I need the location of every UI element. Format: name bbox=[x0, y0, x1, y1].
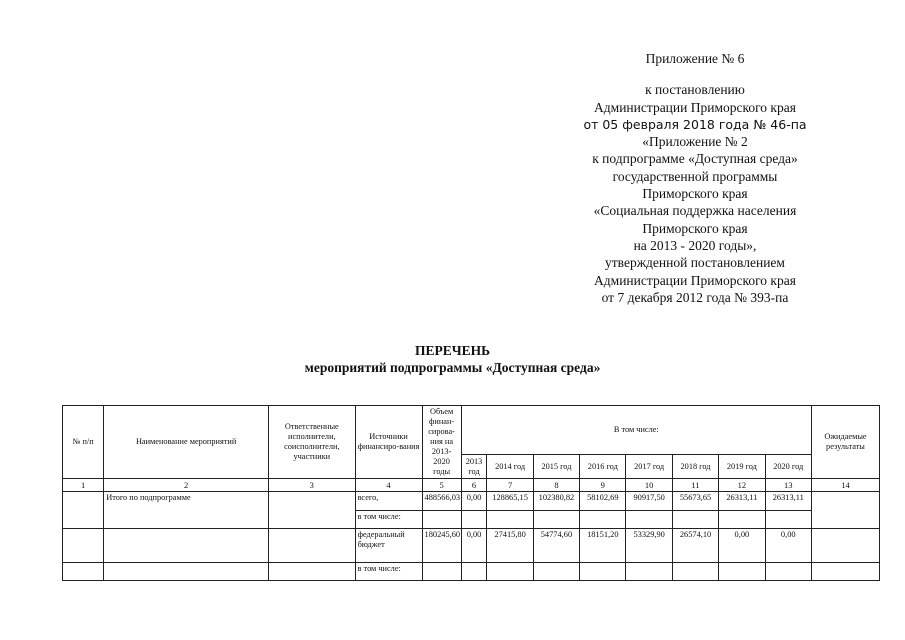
title-line: ПЕРЕЧЕНЬ bbox=[414, 343, 491, 358]
col-number: 1 bbox=[63, 479, 104, 492]
header-year: 2020 год bbox=[765, 455, 811, 479]
appendix-line: утвержденной постановлением bbox=[605, 255, 785, 271]
row-year-value: 58102,69 bbox=[580, 492, 626, 511]
row-year-value: 0,00 bbox=[461, 529, 487, 563]
document-title bbox=[0, 342, 905, 376]
appendix-line: от 7 декабря 2012 года № 393-па bbox=[601, 289, 789, 305]
row-source: в том числе: bbox=[355, 511, 422, 529]
col-number: 10 bbox=[626, 479, 672, 492]
col-number: 9 bbox=[580, 479, 626, 492]
col-number: 11 bbox=[672, 479, 718, 492]
appendix-line: Приложение № 6 bbox=[645, 51, 745, 66]
row-num bbox=[63, 492, 104, 529]
col-number: 13 bbox=[765, 479, 811, 492]
header-name: Наименование мероприятий bbox=[104, 406, 269, 479]
header-including: В том числе: bbox=[461, 406, 811, 455]
appendix-decree-date: от 05 февраля 2018 года № 46-па bbox=[583, 116, 807, 132]
header-volume: Объем финан-сирова-ния на 2013-2020 годы bbox=[422, 406, 461, 479]
appendix-line: Приморского края bbox=[642, 220, 748, 236]
row-year-value: 26313,11 bbox=[719, 492, 765, 511]
appendix-line: Администрации Приморского края bbox=[594, 272, 796, 288]
row-responsible bbox=[269, 529, 356, 563]
header-year: 2019 год bbox=[719, 455, 765, 479]
appendix-line: «Социальная поддержка населения bbox=[593, 203, 797, 219]
col-number: 14 bbox=[811, 479, 879, 492]
header-year: 2016 год bbox=[580, 455, 626, 479]
row-year-value: 53329,90 bbox=[626, 529, 672, 563]
table-row-total bbox=[63, 492, 880, 511]
appendix-line: Администрации Приморского края bbox=[594, 99, 796, 115]
header-year: 2015 год bbox=[533, 455, 579, 479]
header-responsible: Ответственные исполнители, соисполнители, участники bbox=[269, 406, 356, 479]
row-name: Итого по подпрограмме bbox=[104, 492, 269, 529]
col-number: 4 bbox=[355, 479, 422, 492]
row-volume: 488566,03 bbox=[422, 492, 461, 511]
col-number: 7 bbox=[487, 479, 533, 492]
header-year: 2013 год bbox=[461, 455, 487, 479]
row-year-value: 26313,11 bbox=[765, 492, 811, 511]
row-year-value: 102380,82 bbox=[533, 492, 579, 511]
row-year-value: 55673,65 bbox=[672, 492, 718, 511]
table-row-subheader bbox=[63, 563, 880, 581]
header-results: Ожидаемые результаты bbox=[811, 406, 879, 479]
row-year-value: 26574,10 bbox=[672, 529, 718, 563]
header-row bbox=[63, 406, 880, 455]
table-row-federal bbox=[63, 529, 880, 563]
row-year-value: 18151,20 bbox=[580, 529, 626, 563]
row-year-value: 0,00 bbox=[719, 529, 765, 563]
row-source: в том числе: bbox=[355, 563, 422, 581]
row-year-value: 90917,50 bbox=[626, 492, 672, 511]
row-volume: 180245,60 bbox=[422, 529, 461, 563]
col-number: 12 bbox=[719, 479, 765, 492]
appendix-header bbox=[560, 50, 830, 306]
header-year: 2017 год bbox=[626, 455, 672, 479]
appendix-line: на 2013 - 2020 годы», bbox=[633, 237, 757, 253]
appendix-line: к постановлению bbox=[645, 82, 745, 98]
page-bottom-margin bbox=[0, 596, 905, 640]
appendix-line: Приморского края bbox=[642, 186, 748, 202]
header-num: № п/п bbox=[63, 406, 104, 479]
row-num bbox=[63, 529, 104, 563]
row-year-value: 27415,80 bbox=[487, 529, 533, 563]
col-number: 2 bbox=[104, 479, 269, 492]
col-number: 8 bbox=[533, 479, 579, 492]
measures-table bbox=[62, 405, 880, 581]
header-year: 2018 год bbox=[672, 455, 718, 479]
row-year-value: 0,00 bbox=[461, 492, 487, 511]
column-numbers-row bbox=[63, 479, 880, 492]
row-source: всего, bbox=[355, 492, 422, 511]
appendix-line: «Приложение № 2 bbox=[642, 134, 748, 150]
appendix-line: к подпрограмме «Доступная среда» bbox=[592, 151, 798, 167]
appendix-spacer bbox=[560, 67, 830, 81]
subtitle-line: мероприятий подпрограммы «Доступная среда» bbox=[304, 360, 601, 375]
row-year-value: 128865,15 bbox=[487, 492, 533, 511]
header-source: Источники финансиро-вания bbox=[355, 406, 422, 479]
row-results bbox=[811, 529, 879, 563]
row-responsible bbox=[269, 492, 356, 529]
row-results bbox=[811, 492, 879, 529]
row-year-value: 54774,60 bbox=[533, 529, 579, 563]
col-number: 5 bbox=[422, 479, 461, 492]
col-number: 6 bbox=[461, 479, 487, 492]
header-year: 2014 год bbox=[487, 455, 533, 479]
row-name bbox=[104, 529, 269, 563]
col-number: 3 bbox=[269, 479, 356, 492]
row-source: федеральный бюджет bbox=[355, 529, 422, 563]
appendix-line: государственной программы bbox=[612, 168, 778, 184]
row-year-value: 0,00 bbox=[765, 529, 811, 563]
